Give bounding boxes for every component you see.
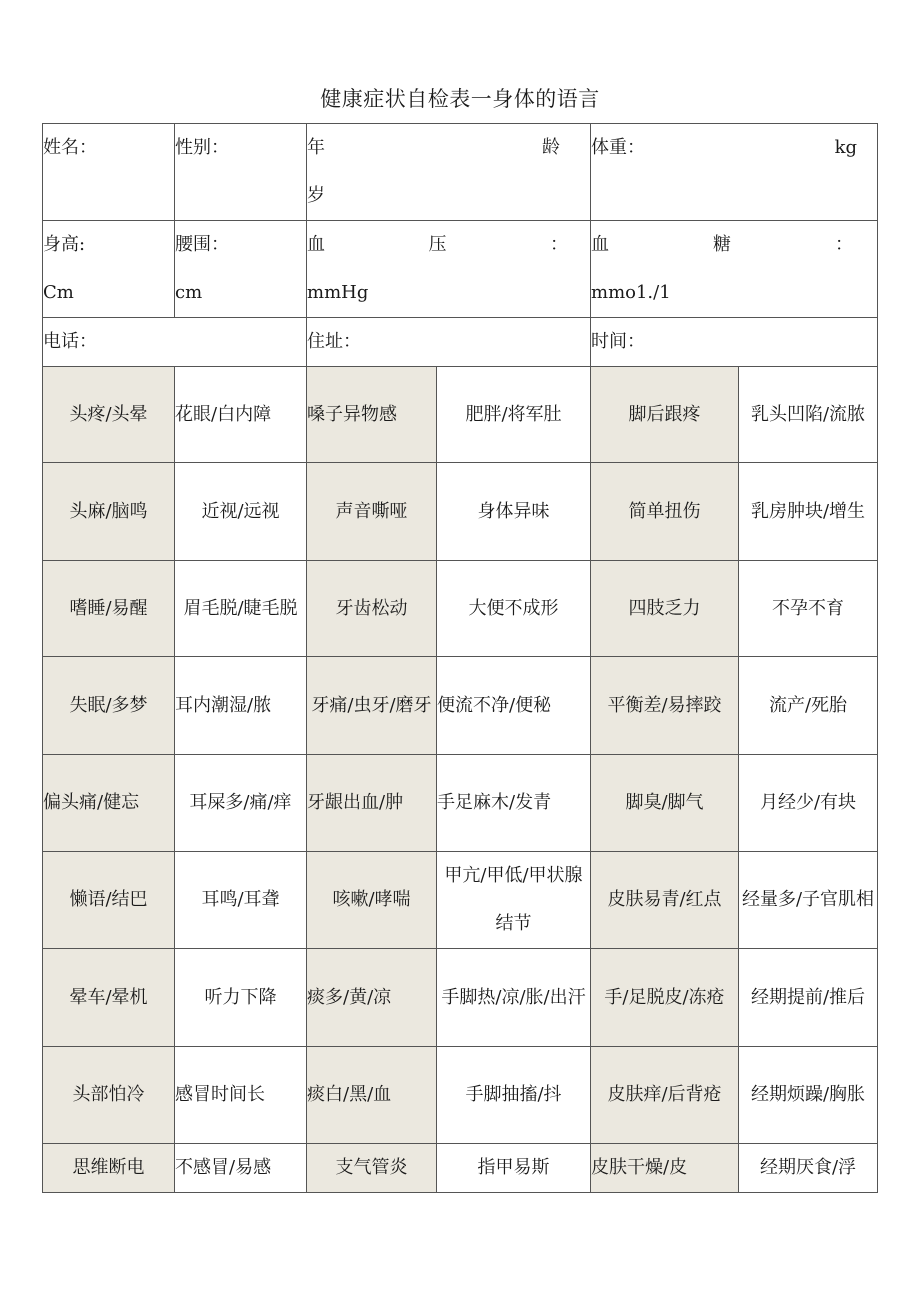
symptom-cell[interactable]: 脚后跟疼 — [591, 367, 739, 463]
blood-sugar-field[interactable]: 血 糖 ： mmo1./1 — [591, 221, 878, 318]
symptom-cell[interactable]: 近视/远视 — [175, 463, 307, 561]
symptom-cell[interactable]: 简单扭伤 — [591, 463, 739, 561]
symptom-cell[interactable]: 牙痛/虫牙/磨牙 — [307, 657, 437, 755]
symptom-cell[interactable]: 皮肤痒/后背疮 — [591, 1047, 739, 1144]
info-row-1 — [43, 124, 878, 221]
page-title: 健康症状自检表一身体的语言 — [320, 87, 600, 111]
symptom-row — [43, 1047, 878, 1144]
symptom-cell[interactable]: 支气管炎 — [307, 1144, 437, 1193]
symptom-cell[interactable]: 便流不净/便秘 — [437, 657, 591, 755]
symptom-cell[interactable]: 眉毛脱/睫毛脱 — [175, 561, 307, 657]
waist-field[interactable]: 腰围： cm — [175, 221, 307, 318]
symptom-cell[interactable]: 头疼/头晕 — [43, 367, 175, 463]
symptom-cell[interactable]: 感冒时间长 — [175, 1047, 307, 1144]
age-field[interactable]: 年 龄 岁 — [307, 124, 591, 221]
symptom-cell[interactable]: 手脚抽搐/抖 — [437, 1047, 591, 1144]
time-field[interactable]: 时间： — [591, 318, 878, 367]
symptom-row — [43, 1144, 878, 1193]
symptom-cell[interactable]: 嗓子异物感 — [307, 367, 437, 463]
symptom-cell[interactable]: 大便不成形 — [437, 561, 591, 657]
height-field[interactable]: 身高: Cm — [43, 221, 175, 318]
symptom-cell[interactable]: 不感冒/易感 — [175, 1144, 307, 1193]
symptom-cell[interactable]: 晕车/晕机 — [43, 949, 175, 1047]
symptom-cell[interactable]: 头部怕冷 — [43, 1047, 175, 1144]
symptom-cell[interactable]: 乳头凹陷/流脓 — [739, 367, 878, 463]
weight-field[interactable]: 体重： kg — [591, 124, 878, 221]
symptom-checklist-table — [42, 123, 878, 1193]
symptom-cell[interactable]: 痰多/黄/凉 — [307, 949, 437, 1047]
symptom-row — [43, 561, 878, 657]
symptom-cell[interactable]: 手/足脱皮/冻疮 — [591, 949, 739, 1047]
address-field[interactable]: 住址： — [307, 318, 591, 367]
name-field[interactable]: 姓名： — [43, 124, 175, 221]
symptom-row — [43, 755, 878, 852]
symptom-cell[interactable]: 乳房肿块/增生 — [739, 463, 878, 561]
symptom-cell[interactable]: 不孕不育 — [739, 561, 878, 657]
symptom-cell[interactable]: 皮肤干燥/皮 — [591, 1144, 739, 1193]
gender-field[interactable]: 性别： — [175, 124, 307, 221]
symptom-cell[interactable]: 甲亢/甲低/甲状腺结节 — [437, 852, 591, 949]
symptom-cell[interactable]: 思维断电 — [43, 1144, 175, 1193]
symptom-row — [43, 949, 878, 1047]
symptom-row — [43, 852, 878, 949]
symptom-cell[interactable]: 花眼/白内障 — [175, 367, 307, 463]
symptom-cell[interactable]: 肥胖/将军肚 — [437, 367, 591, 463]
symptom-cell[interactable]: 听力下降 — [175, 949, 307, 1047]
symptom-cell[interactable]: 经期烦躁/胸胀 — [739, 1047, 878, 1144]
symptom-cell[interactable]: 声音嘶哑 — [307, 463, 437, 561]
symptom-cell[interactable]: 偏头痛/健忘 — [43, 755, 175, 852]
symptom-cell[interactable]: 耳内潮湿/脓 — [175, 657, 307, 755]
symptom-cell[interactable]: 经期厌食/浮 — [739, 1144, 878, 1193]
symptom-cell[interactable]: 身体异味 — [437, 463, 591, 561]
symptom-cell[interactable]: 失眠/多梦 — [43, 657, 175, 755]
symptom-cell[interactable]: 懒语/结巴 — [43, 852, 175, 949]
symptom-cell[interactable]: 流产/死胎 — [739, 657, 878, 755]
blood-pressure-field[interactable]: 血 压 ： mmHg — [307, 221, 591, 318]
symptom-cell[interactable]: 痰白/黑/血 — [307, 1047, 437, 1144]
info-row-2 — [43, 221, 878, 318]
symptom-cell[interactable]: 牙齿松动 — [307, 561, 437, 657]
symptom-cell[interactable]: 咳嗽/哮喘 — [307, 852, 437, 949]
symptom-cell[interactable]: 牙龈出血/肿 — [307, 755, 437, 852]
symptom-cell[interactable]: 经期提前/推后 — [739, 949, 878, 1047]
symptom-cell[interactable]: 头麻/脑鸣 — [43, 463, 175, 561]
symptom-cell[interactable]: 经量多/子官肌相 — [739, 852, 878, 949]
symptom-row — [43, 367, 878, 463]
symptom-cell[interactable]: 皮肤易青/红点 — [591, 852, 739, 949]
symptom-cell[interactable]: 耳鸣/耳聋 — [175, 852, 307, 949]
phone-field[interactable]: 电话： — [43, 318, 307, 367]
symptom-cell[interactable]: 月经少/有块 — [739, 755, 878, 852]
symptom-cell[interactable]: 嗜睡/易醒 — [43, 561, 175, 657]
symptom-cell[interactable]: 手足麻木/发青 — [437, 755, 591, 852]
info-row-3 — [43, 318, 878, 367]
symptom-cell[interactable]: 脚臭/脚气 — [591, 755, 739, 852]
symptom-cell[interactable]: 指甲易斯 — [437, 1144, 591, 1193]
symptom-row — [43, 463, 878, 561]
symptom-row — [43, 657, 878, 755]
symptom-cell[interactable]: 四肢乏力 — [591, 561, 739, 657]
symptom-cell[interactable]: 平衡差/易摔跤 — [591, 657, 739, 755]
symptom-cell[interactable]: 耳屎多/痛/痒 — [175, 755, 307, 852]
symptom-cell[interactable]: 手脚热/凉/胀/出汗 — [437, 949, 591, 1047]
